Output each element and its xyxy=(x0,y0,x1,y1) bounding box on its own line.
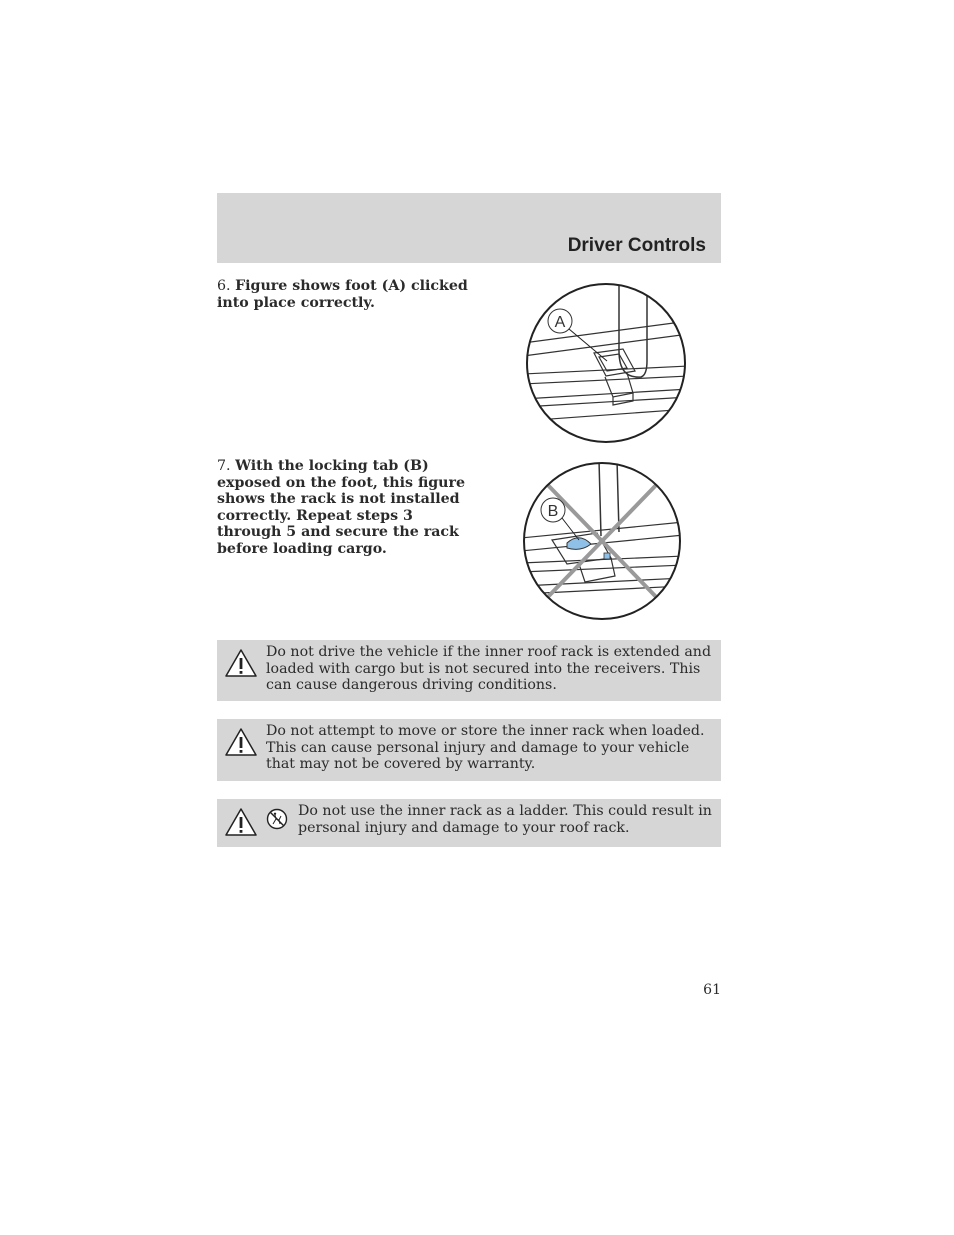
figure-label-b: B xyxy=(547,503,559,520)
step-text: With the locking tab (B) exposed on the foot, this figure shows the rack is not installed correctly. Repeat steps 3 through 5 and secure the rack before loading cargo. xyxy=(217,458,465,557)
warning-text: Do not drive the vehicle if the inner roof rack is extended and loaded with cargo but is not secured into the receivers. This can cause dangerous driving conditions. xyxy=(266,644,712,693)
step-6 xyxy=(217,278,475,311)
step-text: Figure shows foot (A) clicked into place correctly. xyxy=(217,278,468,311)
step-number: 7. xyxy=(217,458,231,474)
step-7 xyxy=(217,458,475,557)
warning-box xyxy=(217,799,721,847)
warning-box xyxy=(217,719,721,781)
figure-foot-incorrect xyxy=(521,460,684,623)
no-climbing-icon xyxy=(266,808,288,830)
step-number: 6. xyxy=(217,278,231,294)
section-header xyxy=(217,193,721,263)
section-title: Driver Controls xyxy=(567,235,706,256)
warning-text: Do not attempt to move or store the inner rack when loaded. This can cause personal injury and damage to your vehicle that may not be covered by warranty. xyxy=(266,723,705,772)
warning-triangle-icon xyxy=(224,807,258,837)
warning-triangle-icon xyxy=(224,727,258,757)
warning-triangle-icon xyxy=(224,648,258,678)
figure-foot-correct xyxy=(523,281,689,445)
page-number: 61 xyxy=(703,982,721,998)
warning-text: Do not use the inner rack as a ladder. This could result in personal injury and damage to your roof rack. xyxy=(298,803,712,836)
warning-box xyxy=(217,640,721,701)
figure-label-a: A xyxy=(554,314,566,331)
